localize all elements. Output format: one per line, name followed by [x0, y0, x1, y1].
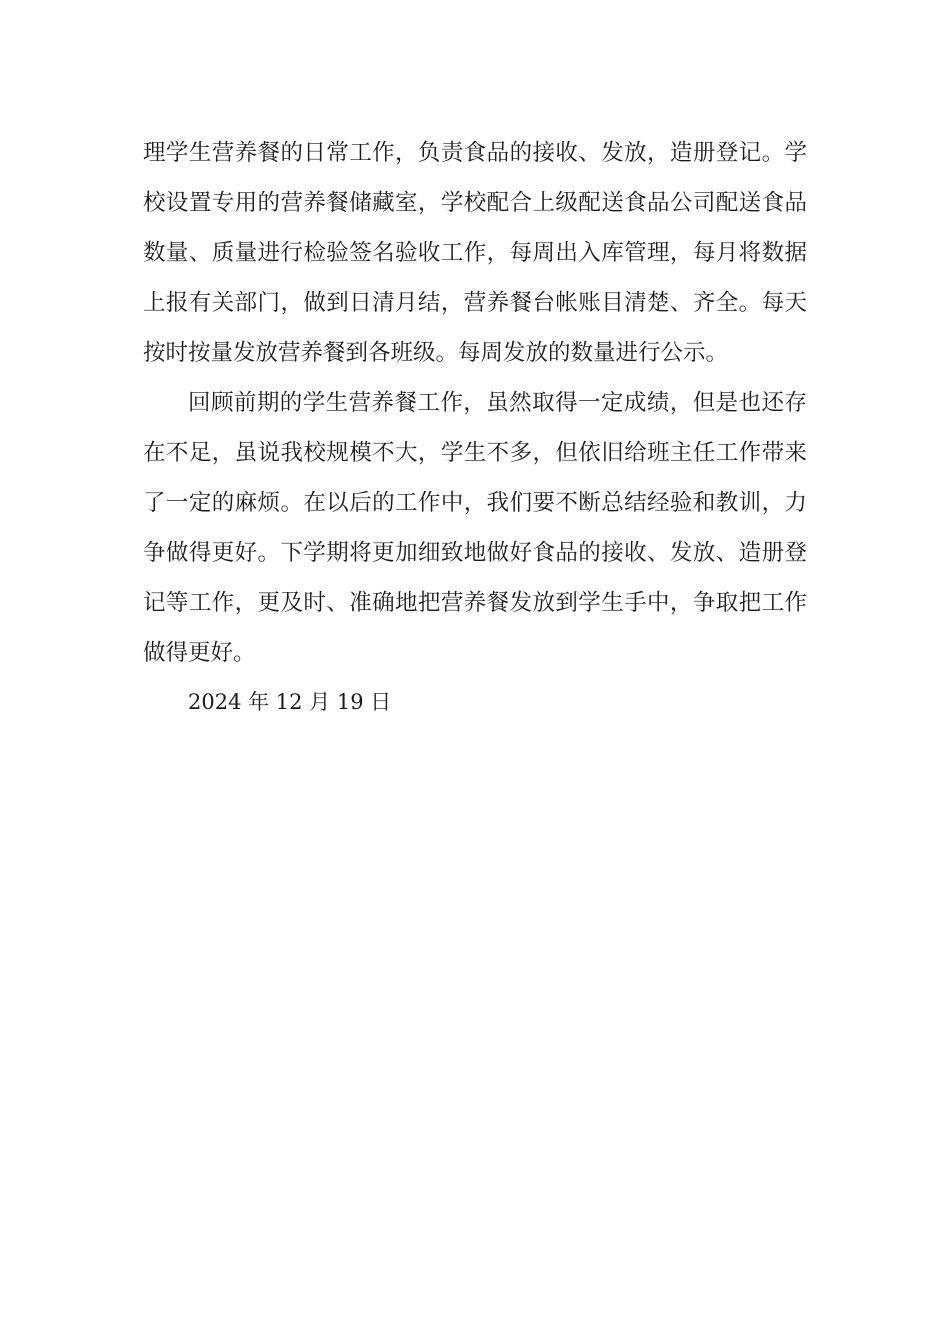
- document-date: 2024 年 12 月 19 日: [188, 690, 392, 714]
- paragraph-line: 校设置专用的营养餐储藏室，学校配合上级配送食品公司配送食品: [143, 190, 807, 216]
- paragraph-line: 做得更好。: [143, 640, 256, 666]
- document-body: [143, 128, 807, 678]
- paragraph-line: 上报有关部门，做到日清月结，营养餐台帐账目清楚、齐全。每天: [143, 290, 807, 316]
- paragraph-line: 数量、质量进行检验签名验收工作，每周出入库管理，每月将数据: [143, 240, 807, 266]
- paragraph-line: 记等工作，更及时、准确地把营养餐发放到学生手中，争取把工作: [143, 590, 807, 616]
- paragraph-meal-management: [143, 128, 807, 378]
- paragraph-line: 在不足，虽说我校规模不大，学生不多，但依旧给班主任工作带来: [143, 440, 807, 466]
- paragraph-line: 理学生营养餐的日常工作，负责食品的接收、发放，造册登记。学: [143, 140, 807, 166]
- paragraph-line: 争做得更好。下学期将更加细致地做好食品的接收、发放、造册登: [143, 540, 807, 566]
- paragraph-line: 按时按量发放营养餐到各班级。每周发放的数量进行公示。: [143, 340, 729, 366]
- paragraph-review: [143, 378, 807, 678]
- paragraph-line: 了一定的麻烦。在以后的工作中，我们要不断总结经验和教训，力: [143, 490, 807, 516]
- paragraph-line: 回顾前期的学生营养餐工作，虽然取得一定成绩，但是也还存: [188, 390, 807, 416]
